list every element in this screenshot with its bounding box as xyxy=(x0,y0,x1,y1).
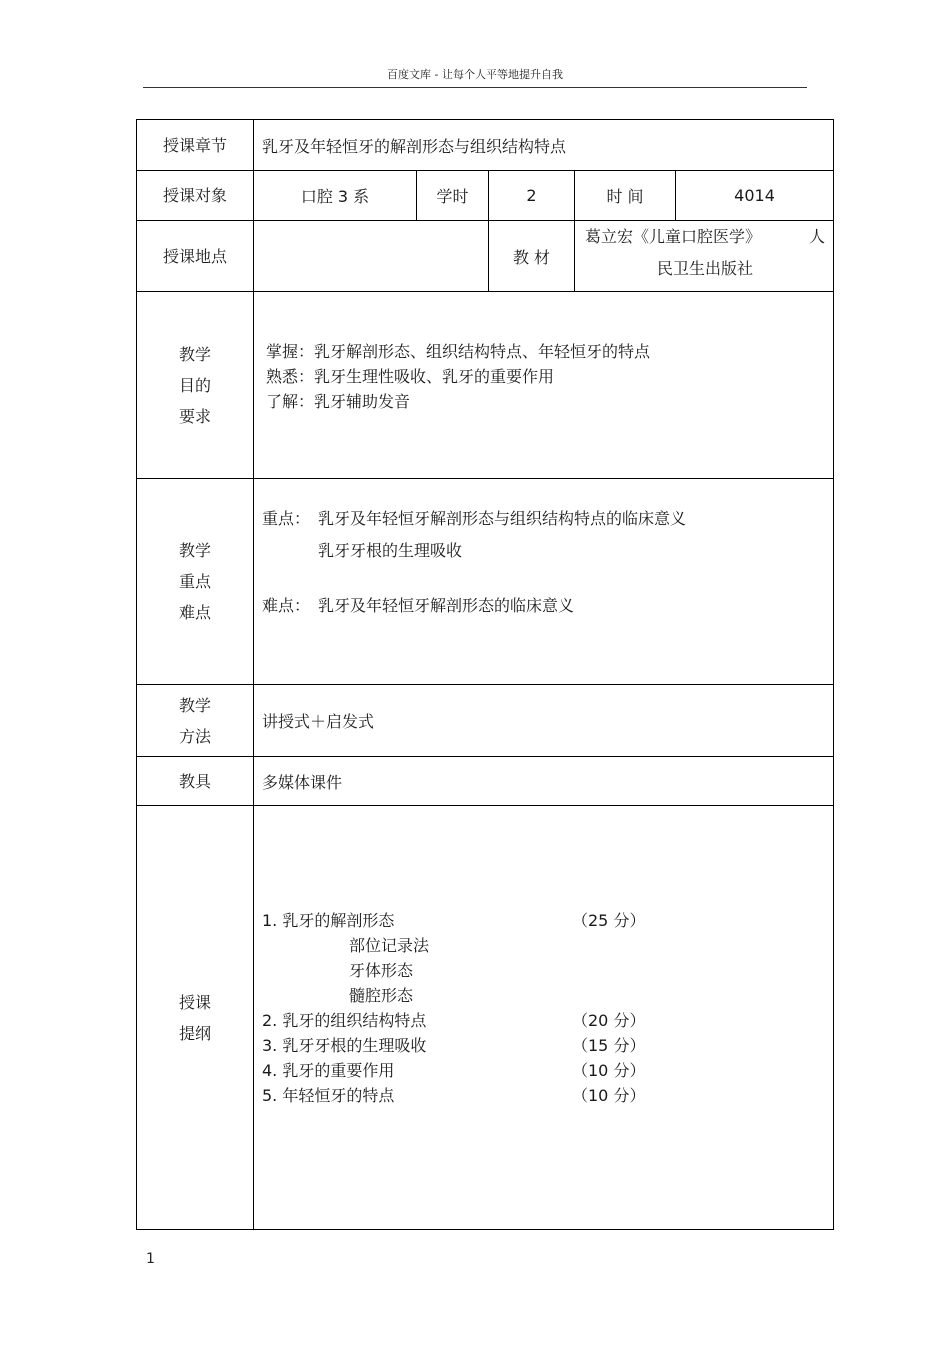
outline-item-text: 1. 乳牙的解剖形态 xyxy=(262,910,395,930)
objectives-label-line: 要求 xyxy=(178,406,211,426)
method-label xyxy=(137,685,254,757)
outline-content xyxy=(254,806,834,1230)
outline-item-time: （20 分） xyxy=(572,1010,646,1030)
outline-item xyxy=(262,1083,833,1108)
key-points-label-line: 重点 xyxy=(178,572,211,591)
objectives-content xyxy=(254,292,834,479)
objectives-label xyxy=(137,292,254,479)
row-location xyxy=(137,221,834,292)
row-objectives xyxy=(137,292,834,479)
hours-value: 2 xyxy=(489,171,575,221)
key-points-content xyxy=(254,479,834,685)
row-method xyxy=(137,685,834,757)
method-label-line: 教学 xyxy=(178,695,211,715)
objective-item: 了解：乳牙辅助发音 xyxy=(266,391,411,411)
outline-item-time: （10 分） xyxy=(572,1060,646,1080)
objectives-label-line: 教学 xyxy=(178,344,211,364)
textbook-line1-b: 人 xyxy=(809,227,826,246)
time-label: 时 间 xyxy=(575,171,676,221)
outline-item xyxy=(262,908,833,933)
page-number: 1 xyxy=(146,1251,155,1267)
outline-item-text: 5. 年轻恒牙的特点 xyxy=(262,1085,395,1105)
outline-item xyxy=(262,1008,833,1033)
outline-item-time: （25 分） xyxy=(572,910,646,930)
textbook-label: 教 材 xyxy=(489,221,575,292)
outline-item-text: 3. 乳牙牙根的生理吸收 xyxy=(262,1035,427,1055)
outline-label xyxy=(137,806,254,1230)
textbook-line1-a: 葛立宏《儿童口腔医学》 xyxy=(585,227,762,246)
hours-label: 学时 xyxy=(417,171,489,221)
method-label-line: 方法 xyxy=(178,726,211,746)
location-label: 授课地点 xyxy=(137,221,254,292)
row-outline xyxy=(137,806,834,1230)
tools-label: 教具 xyxy=(137,757,254,806)
difficult-label: 难点： xyxy=(262,596,311,615)
key-label: 重点： xyxy=(262,509,311,528)
row-audience xyxy=(137,171,834,221)
chapter-value: 乳牙及年轻恒牙的解剖形态与组织结构特点 xyxy=(254,120,834,171)
outline-subitem: 牙体形态 xyxy=(349,960,414,980)
header-rule xyxy=(143,87,807,88)
audience-label: 授课对象 xyxy=(137,171,254,221)
running-header: 百度文库 - 让每个人平等地提升自我 xyxy=(387,68,563,81)
textbook-value xyxy=(575,221,834,292)
difficult-item: 乳牙及年轻恒牙解剖形态的临床意义 xyxy=(318,596,575,615)
key-item: 乳牙及年轻恒牙解剖形态与组织结构特点的临床意义 xyxy=(318,509,687,528)
outline-item-time: （15 分） xyxy=(572,1035,646,1055)
tools-value: 多媒体课件 xyxy=(254,757,834,806)
outline-item-text: 4. 乳牙的重要作用 xyxy=(262,1060,395,1080)
row-tools xyxy=(137,757,834,806)
lesson-plan-table xyxy=(136,119,834,1230)
key-points-label-line: 难点 xyxy=(178,603,211,622)
audience-value: 口腔 3 系 xyxy=(254,171,417,221)
objective-item: 熟悉：乳牙生理性吸收、乳牙的重要作用 xyxy=(266,366,555,386)
chapter-label: 授课章节 xyxy=(137,120,254,171)
outline-label-line: 授课 xyxy=(178,992,211,1012)
key-points-label xyxy=(137,479,254,685)
location-value xyxy=(254,221,489,292)
key-points-label-line: 教学 xyxy=(178,541,211,560)
row-key-points xyxy=(137,479,834,685)
outline-label-line: 提纲 xyxy=(178,1023,211,1043)
outline-subitem: 部位记录法 xyxy=(349,935,430,955)
outline-subitem: 髓腔形态 xyxy=(349,985,414,1005)
key-item: 乳牙牙根的生理吸收 xyxy=(318,541,463,560)
outline-item xyxy=(262,1033,833,1058)
outline-item-text: 2. 乳牙的组织结构特点 xyxy=(262,1010,427,1030)
objective-item: 掌握：乳牙解剖形态、组织结构特点、年轻恒牙的特点 xyxy=(266,341,651,361)
outline-item-time: （10 分） xyxy=(572,1085,646,1105)
objectives-label-line: 目的 xyxy=(178,375,211,395)
outline-item xyxy=(262,1058,833,1083)
time-value: 4014 xyxy=(676,171,834,221)
method-value: 讲授式＋启发式 xyxy=(254,685,834,757)
textbook-line2: 民卫生出版社 xyxy=(657,259,754,278)
row-chapter xyxy=(137,120,834,171)
